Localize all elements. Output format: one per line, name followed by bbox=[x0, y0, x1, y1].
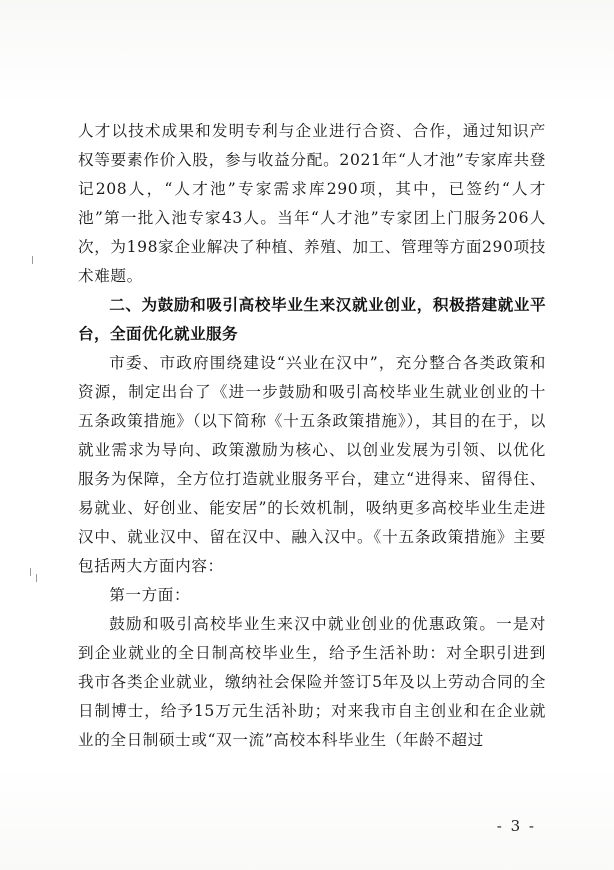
binding-mark bbox=[32, 256, 33, 264]
paragraph-preferential-policies: 鼓励和吸引高校毕业生来汉中就业创业的优惠政策。一是对到企业就业的全日制高校毕业生，给予生活补助：对全职引进到我市各类企业就业，缴纳社会保险并签订5年及以上劳动合同的全日制博士，给予15万元生活补助；对来我市自主创业和在企业就业的全日制硕士或“双一流”高校本科毕业生（年龄不超过 bbox=[78, 615, 546, 749]
page-number: - 3 - bbox=[496, 817, 536, 835]
paragraph-talent-pool: 人才以技术成果和发明专利与企业进行合资、合作，通过知识产权等要素作价入股，参与收益分配。2021年“人才池”专家库共登记208人，“人才池”专家需求库290项，其中，已签约“人才池”第一批入池专家43人。当年“人才池”专家团上门服务206人次，为198家企业解决了种植、养殖、加工、管理等方面290项技术难题。 bbox=[78, 122, 546, 285]
section-heading: 二、为鼓励和吸引高校毕业生来汉就业创业，积极搭建就业平台，全面优化就业服务 bbox=[78, 296, 546, 343]
paragraph-fifteen-measures: 市委、市政府围绕建设“兴业在汉中”，充分整合各类政策和资源，制定出台了《进一步鼓励和吸引高校毕业生就业创业的十五条政策措施》（以下简称《十五条政策措施》），其目的在于，以就业需求为导向、政策激励为核心、以创业发展为引领、以优化服务为保障，全方位打造就业服务平台，建立“进得来、留得住、易就业、好创业、能安居”的长效机制，吸纳更多高校毕业生走进汉中、就业汉中、留在汉中、融入汉中。《十五条政策措施》主要包括两大方面内容： bbox=[78, 354, 546, 575]
paragraph-first-aspect-label: 第一方面： bbox=[109, 586, 191, 604]
binding-mark bbox=[30, 568, 31, 576]
document-body bbox=[78, 117, 546, 755]
binding-mark bbox=[36, 574, 37, 582]
